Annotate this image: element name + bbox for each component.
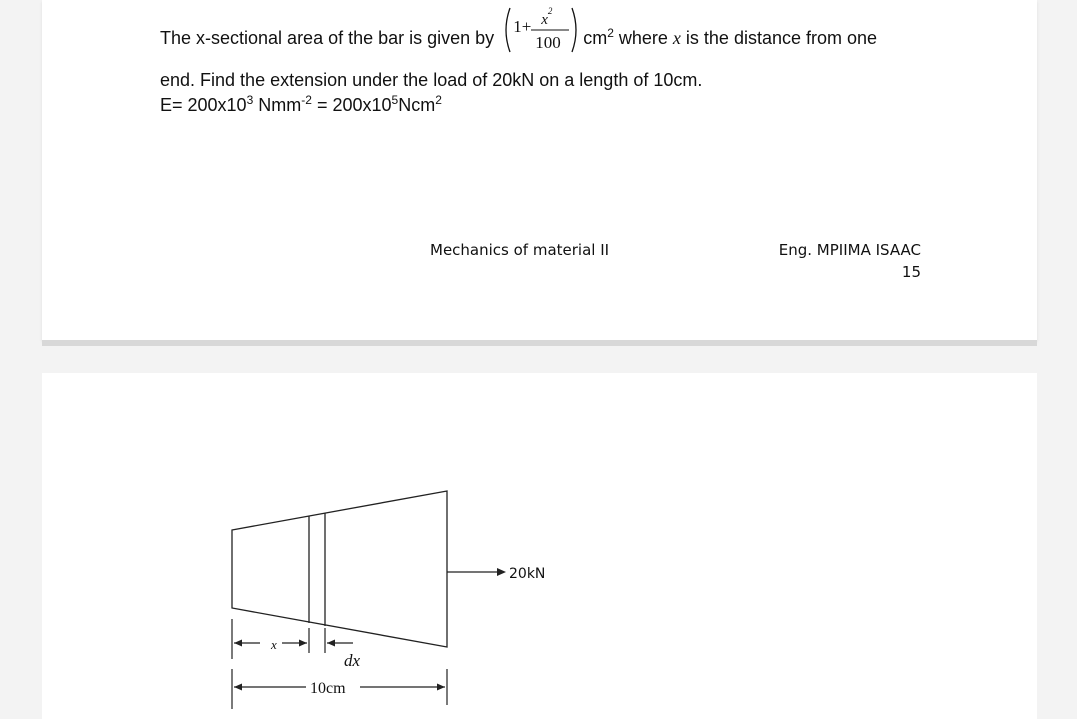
problem-text-intro: The x-sectional area of the bar is given by [160, 27, 495, 48]
area-formula [501, 4, 581, 56]
document-page-15 [42, 0, 1037, 340]
footer-author: Eng. MPIIMA ISAAC [778, 241, 921, 259]
dx-dimension-label: dx [344, 651, 361, 670]
tapered-bar-diagram [42, 373, 1037, 719]
modulus-line [160, 94, 442, 116]
document-page-16 [42, 373, 1037, 719]
formula-one: 1+ [513, 17, 532, 36]
problem-line-1 [160, 6, 878, 56]
formula-denominator: 100 [535, 33, 561, 52]
problem-text-distance: is the distance from one [680, 27, 878, 48]
area-unit [583, 25, 614, 48]
load-label: 20kN [509, 566, 546, 582]
problem-line-2: end. Find the extension under the load of 20kN on a length of 10cm. [160, 70, 703, 90]
modulus-part-b: Nmm [253, 95, 302, 115]
dim-x-arrow-right [299, 640, 307, 647]
footer-course-title: Mechanics of material II [430, 241, 610, 259]
modulus-exp-b: -2 [301, 93, 312, 107]
dim-length-arrow-left [234, 684, 242, 691]
page-separator [42, 340, 1037, 346]
modulus-exp-d: 2 [435, 93, 442, 107]
problem-text-where: where [613, 27, 673, 48]
length-dimension-label: 10cm [310, 680, 346, 697]
area-unit-exponent: 2 [607, 25, 614, 40]
modulus-part-a: E= 200x10 [160, 95, 247, 115]
dim-length-arrow-right [437, 684, 445, 691]
area-unit-base: cm [583, 27, 608, 48]
formula-numerator-var: x [541, 12, 548, 28]
variable-x: x [672, 27, 681, 48]
dim-x-arrow-left [234, 640, 242, 647]
tapered-bar-outline [232, 491, 447, 647]
dim-dx-arrow [327, 640, 335, 647]
x-dimension-label: x [271, 637, 277, 652]
modulus-exp-c: 5 [391, 93, 399, 107]
footer-page-number: 15 [901, 263, 921, 281]
modulus-part-d: Ncm [398, 95, 436, 115]
load-arrowhead [497, 568, 506, 576]
formula-numerator [541, 4, 552, 31]
modulus-exp-a: 3 [246, 93, 254, 107]
formula-numerator-exponent: 2 [547, 6, 553, 16]
modulus-part-c: = 200x10 [311, 95, 392, 115]
